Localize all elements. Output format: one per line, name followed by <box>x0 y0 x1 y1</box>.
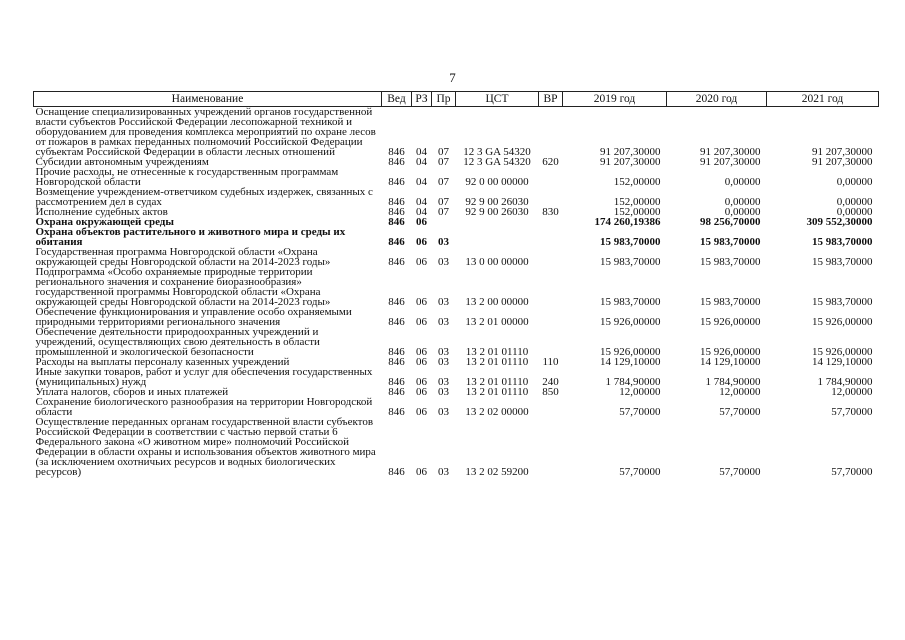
row-rz: 06 <box>416 376 427 388</box>
row-vr <box>539 247 563 267</box>
row-name: Охрана окружающей среды <box>35 216 174 228</box>
row-vr: 240 <box>542 376 559 388</box>
row-value-2020: 0,00000 <box>724 206 761 218</box>
row-rz: 06 <box>416 216 427 228</box>
row-value-2019: 15 926,00000 <box>600 346 661 358</box>
row-name: Обеспечение деятельности природоохранных учреждений и учреждений, осуществляющих свою деятельность в области промышленной и экологической безопасности <box>35 326 320 358</box>
row-vr <box>539 267 563 307</box>
row-ved: 846 <box>388 216 405 228</box>
row-rz: 06 <box>416 296 427 308</box>
row-pr: 07 <box>438 176 449 188</box>
row-pr: 03 <box>438 386 449 398</box>
row-pr: 03 <box>438 296 449 308</box>
header-vr: ВР <box>539 92 563 107</box>
row-vr <box>539 397 563 417</box>
row-name: Оснащение специализированных учреждений органов государственной власти субъектов Российской Федерации лесопожарной техникой и оборудованием для проведения комплекса мероприятий по охране лесов от пожаров в рамках переданных полномочий Российской Федерации субъектам Российской Федерации в области лесных отношений <box>35 106 376 158</box>
row-value-2021: 91 207,30000 <box>812 146 873 158</box>
table-row <box>34 167 879 187</box>
row-rz: 04 <box>416 146 427 158</box>
row-value-2019: 174 260,19386 <box>594 216 661 228</box>
header-2020: 2020 год <box>667 92 767 107</box>
row-vr <box>539 417 563 477</box>
row-value-2021: 57,70000 <box>831 406 873 418</box>
row-vr <box>539 187 563 207</box>
row-vr <box>539 167 563 187</box>
row-name: Расходы на выплаты персоналу казенных учреждений <box>35 356 290 368</box>
row-value-2021: 15 926,00000 <box>812 346 873 358</box>
row-value-2021: 0,00000 <box>836 176 873 188</box>
row-rz: 06 <box>416 346 427 358</box>
row-rz: 04 <box>416 156 427 168</box>
row-cst: 13 2 01 01110 <box>465 346 529 358</box>
row-value-2021: 0,00000 <box>836 206 873 218</box>
row-cst: 12 3 GA 54320 <box>463 156 531 168</box>
row-ved: 846 <box>388 206 405 218</box>
table-row <box>34 247 879 267</box>
row-name: Субсидии автономным учреждениям <box>35 156 209 168</box>
row-value-2020: 0,00000 <box>724 176 761 188</box>
row-value-2019: 91 207,30000 <box>600 156 661 168</box>
budget-table <box>33 91 879 477</box>
row-ved: 846 <box>388 376 405 388</box>
row-value-2019: 15 983,70000 <box>600 256 661 268</box>
row-rz: 04 <box>416 206 427 218</box>
row-value-2020: 15 983,70000 <box>700 256 761 268</box>
row-value-2020: 57,70000 <box>719 406 761 418</box>
row-value-2019: 14 129,10000 <box>600 356 661 368</box>
row-value-2020: 1 784,90000 <box>705 376 761 388</box>
row-value-2020: 14 129,10000 <box>700 356 761 368</box>
row-cst: 13 0 00 00000 <box>465 256 529 268</box>
row-value-2020: 91 207,30000 <box>700 146 761 158</box>
row-value-2019: 12,00000 <box>619 386 661 398</box>
row-rz: 06 <box>416 356 427 368</box>
table-row <box>34 367 879 387</box>
row-value-2021: 57,70000 <box>831 466 873 478</box>
row-value-2020: 57,70000 <box>719 466 761 478</box>
row-vr: 110 <box>542 356 559 368</box>
row-cst: 12 3 GA 54320 <box>463 146 531 158</box>
row-value-2020: 15 926,00000 <box>700 346 761 358</box>
row-name: Обеспечение функционирования и управление особо охраняемыми природными территориями регионального значения <box>35 306 352 328</box>
row-cst: 13 2 01 01110 <box>465 386 529 398</box>
table-header-row <box>34 92 879 107</box>
row-ved: 846 <box>388 256 405 268</box>
row-cst: 13 2 00 00000 <box>465 296 529 308</box>
row-value-2020: 12,00000 <box>719 386 761 398</box>
row-vr <box>539 307 563 327</box>
row-cst <box>456 217 539 227</box>
row-value-2020: 98 256,70000 <box>700 216 761 228</box>
row-pr: 03 <box>438 356 449 368</box>
table-row <box>34 397 879 417</box>
row-pr: 03 <box>438 406 449 418</box>
row-ved: 846 <box>388 386 405 398</box>
row-name: Возмещение учреждением-ответчиком судебных издержек, связанных с рассмотрением дел в судах <box>35 186 373 208</box>
row-pr: 03 <box>438 346 449 358</box>
row-value-2019: 15 983,70000 <box>600 296 661 308</box>
header-name: Наименование <box>34 92 382 107</box>
row-cst: 92 9 00 26030 <box>465 206 529 218</box>
row-name: Охрана объектов растительного и животного мира и среды их обитания <box>35 226 346 248</box>
row-ved: 846 <box>388 176 405 188</box>
header-2019: 2019 год <box>563 92 667 107</box>
row-value-2020: 15 983,70000 <box>700 296 761 308</box>
row-value-2020: 15 983,70000 <box>700 236 761 248</box>
row-name: Осуществление переданных органам государственной власти субъектов Российской Федерации в соответствии с частью первой статьи 6 Федерального закона «О животном мире» полномочий Российской Федерации в области охраны и использования объектов животного мира (за исключением охотничьих ресурсов и водных биологических ресурсов) <box>35 416 376 478</box>
row-rz: 06 <box>416 466 427 478</box>
row-name: Уплата налогов, сборов и иных платежей <box>35 386 229 398</box>
row-value-2019: 15 983,70000 <box>600 236 661 248</box>
row-value-2021: 15 983,70000 <box>812 256 873 268</box>
row-pr: 07 <box>438 146 449 158</box>
row-ved: 846 <box>388 236 405 248</box>
row-name: Иные закупки товаров, работ и услуг для обеспечения государственных (муниципальных) нужд <box>35 366 373 388</box>
row-value-2021: 0,00000 <box>836 196 873 208</box>
row-ved: 846 <box>388 346 405 358</box>
table-row <box>34 107 879 158</box>
row-value-2019: 152,00000 <box>613 176 661 188</box>
row-value-2021: 15 983,70000 <box>812 296 873 308</box>
row-ved: 846 <box>388 406 405 418</box>
row-name: Исполнение судебных актов <box>35 206 168 218</box>
table-row <box>34 327 879 357</box>
row-pr: 03 <box>438 466 449 478</box>
row-value-2019: 15 926,00000 <box>600 316 661 328</box>
row-value-2020: 15 926,00000 <box>700 316 761 328</box>
row-cst: 92 9 00 26030 <box>465 196 529 208</box>
row-vr <box>539 327 563 357</box>
row-pr: 07 <box>438 156 449 168</box>
row-pr: 03 <box>438 316 449 328</box>
row-value-2019: 152,00000 <box>613 206 661 218</box>
row-value-2020: 0,00000 <box>724 196 761 208</box>
row-pr <box>432 217 456 227</box>
row-value-2021: 1 784,90000 <box>817 376 873 388</box>
row-vr <box>539 227 563 247</box>
row-ved: 846 <box>388 316 405 328</box>
row-rz: 06 <box>416 386 427 398</box>
row-pr: 07 <box>438 206 449 218</box>
row-pr: 03 <box>438 236 449 248</box>
row-cst: 13 2 01 00000 <box>465 316 529 328</box>
row-value-2019: 91 207,30000 <box>600 146 661 158</box>
table-row <box>34 187 879 207</box>
row-ved: 846 <box>388 196 405 208</box>
header-rz: РЗ <box>412 92 432 107</box>
row-vr: 830 <box>542 206 559 218</box>
page-number: 7 <box>449 70 456 85</box>
row-name: Прочие расходы, не отнесенные к государственным программам Новгородской области <box>35 166 339 188</box>
row-value-2020: 91 207,30000 <box>700 156 761 168</box>
row-rz: 06 <box>416 256 427 268</box>
row-cst: 92 0 00 00000 <box>465 176 529 188</box>
row-ved: 846 <box>388 466 405 478</box>
row-value-2019: 57,70000 <box>619 406 661 418</box>
header-ved: Вед <box>382 92 412 107</box>
row-cst: 13 2 01 01110 <box>465 376 529 388</box>
row-cst: 13 2 01 01110 <box>465 356 529 368</box>
row-rz: 06 <box>416 316 427 328</box>
header-cst: ЦСТ <box>456 92 539 107</box>
row-vr: 620 <box>542 156 559 168</box>
row-rz: 06 <box>416 236 427 248</box>
row-name: Подпрограмма «Особо охраняемые природные территории регионального значения и сохранение биоразнообразия» государственной программы Новгородской области «Охрана окружающей среды Новгородской области на 2014-2023 годы» <box>35 266 331 308</box>
row-pr: 03 <box>438 376 449 388</box>
row-vr <box>539 107 563 158</box>
row-value-2021: 91 207,30000 <box>812 156 873 168</box>
row-value-2021: 15 983,70000 <box>812 236 873 248</box>
row-rz: 06 <box>416 406 427 418</box>
table-row <box>34 267 879 307</box>
table-row <box>34 307 879 327</box>
row-ved: 846 <box>388 146 405 158</box>
row-rz: 04 <box>416 176 427 188</box>
row-value-2019: 1 784,90000 <box>605 376 661 388</box>
table-row <box>34 417 879 477</box>
row-rz: 04 <box>416 196 427 208</box>
row-vr <box>539 217 563 227</box>
row-value-2021: 309 552,30000 <box>806 216 873 228</box>
row-vr: 850 <box>542 386 559 398</box>
row-ved: 846 <box>388 156 405 168</box>
row-name: Сохранение биологического разнообразия на территории Новгородской области <box>35 396 373 418</box>
row-value-2021: 15 926,00000 <box>812 316 873 328</box>
row-ved: 846 <box>388 356 405 368</box>
row-value-2019: 57,70000 <box>619 466 661 478</box>
header-2021: 2021 год <box>767 92 879 107</box>
row-value-2019: 152,00000 <box>613 196 661 208</box>
row-name: Государственная программа Новгородской области «Охрана окружающей среды Новгородской области на 2014-2023 годы» <box>35 246 331 268</box>
table-row <box>34 227 879 247</box>
row-ved: 846 <box>388 296 405 308</box>
row-cst: 13 2 02 00000 <box>465 406 529 418</box>
row-pr: 07 <box>438 196 449 208</box>
header-pr: Пр <box>432 92 456 107</box>
row-value-2021: 12,00000 <box>831 386 873 398</box>
row-cst: 13 2 02 59200 <box>465 466 529 478</box>
row-value-2021: 14 129,10000 <box>812 356 873 368</box>
row-cst <box>456 227 539 247</box>
row-pr: 03 <box>438 256 449 268</box>
